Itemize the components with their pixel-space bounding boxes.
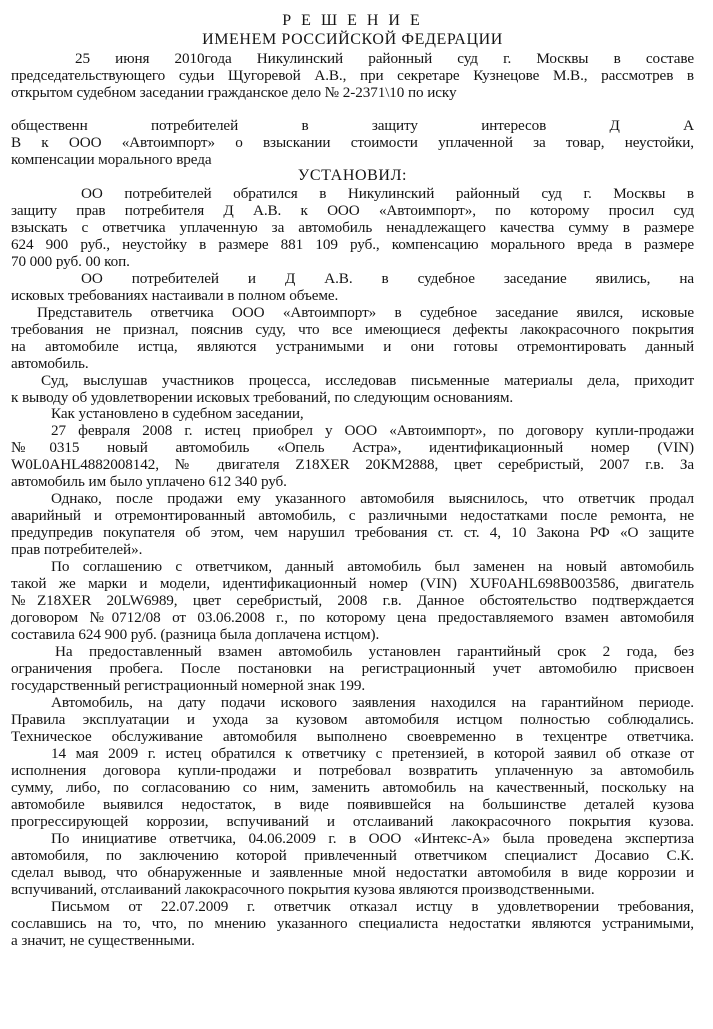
body-line: №0315 новый автомобиль «Опель Астра», идентификационный номер (VIN) — [11, 439, 694, 456]
body-line: взыскать с ответчика уплаченную за автомобиль ненадлежащего качества сумму в размере — [11, 219, 694, 236]
body-line: По соглашению с ответчиком, данный автомобиль был заменен на новый автомобиль — [51, 558, 694, 575]
intro-line: компенсации морального вреда — [11, 151, 212, 168]
section-heading: УСТАНОВИЛ: — [297, 167, 408, 184]
body-line: требования не признал, пояснив суду, что все имеющиеся дефекты лакокрасочного покрытия — [11, 321, 694, 338]
body-line: такой же марки и модели, идентификационный номер (VIN) XUF0AHL698B003586, двигатель — [11, 575, 694, 592]
body-line: государственный регистрационный номерной знак 199. — [11, 677, 366, 694]
body-line: 624 900 руб., неустойку в размере 881 109 руб., компенсацию морального вреда в размере — [11, 236, 694, 253]
body-line: ограничения пробега. После постановки на регистрационный учет автомобилю присвоен — [11, 660, 694, 677]
body-line: исковых требованиях настаивали в полном объеме. — [11, 287, 339, 304]
body-line: автомобиль им было уплачено 612 340 руб. — [11, 473, 287, 490]
body-line: сделал вывод, что обнаруженные и заявленные мной недостатки автомобиля в виде коррозии и — [11, 864, 694, 881]
body-line: защиту прав потребителя Д А.В. к ООО «Автоимпорт», по которому просил суд — [11, 202, 694, 219]
body-line: 14 мая 2009 г. истец обратился к ответчику с претензией, в которой заявил об отказе от — [51, 745, 694, 762]
body-line: на автомобиле истца, являются устранимыми и они готовы отремонтировать данный — [11, 338, 694, 355]
body-line: сославшись на то, что, по мнению указанного специалиста недостатки являются устранимыми, — [11, 915, 694, 932]
body-line: договором №0712/08 от 03.06.2008 г., по которому цена предоставляемого взамен автомобиля — [11, 609, 694, 626]
body-line: Автомобиль, на дату подачи искового заявления находился на гарантийном периоде. — [51, 694, 694, 711]
body-line: составила 624 900 руб. (разница была доплачена истцом). — [11, 626, 380, 643]
intro-line: открытом судебном заседании гражданское дело № 2-2371\10 по иску — [11, 84, 457, 101]
body-line: №Z18XER 20LW6989, цвет серебристый, 2008 г.в. Данное обстоятельство подтверждается — [11, 592, 694, 609]
body-line: Однако, после продажи ему указанного автомобиля выяснилось, что ответчик продал — [51, 490, 694, 507]
body-line: автомобиле выявился недостаток, в виде появившейся на большинстве деталей кузова — [11, 796, 694, 813]
body-line: Представитель ответчика ООО «Автоимпорт» в судебное заседание явился, исковые — [37, 304, 694, 321]
body-line: аварийный и отремонтированный автомобиль, с различными недостатками после ремонта, не — [11, 507, 694, 524]
body-line: На предоставленный взамен автомобиль установлен гарантийный срок 2 года, без — [55, 643, 694, 660]
body-line: к выводу об удовлетворении исковых требований, по следующим основаниям. — [11, 389, 514, 406]
body-line: По инициативе ответчика, 04.06.2009 г. в ООО «Интекс-А» была проведена экспертиза — [51, 830, 694, 847]
body-line: автомобиля, по заключению которой привлеченный ответчиком специалист Досавио С.К. — [11, 847, 694, 864]
body-line: W0L0AHL4882008142, № двигателя Z18XER 20KM2888, цвет серебристый, 2007 г.в. За — [11, 456, 694, 473]
document-title: Р Е Ш Е Н И Е — [282, 12, 423, 29]
body-line: Правила эксплуатации и ухода за кузовом автомобиля истцом полностью соблюдались. — [11, 711, 694, 728]
body-line: ОО потребителей обратился в Никулинский районный суд г. Москвы в — [81, 185, 694, 202]
body-line: 70 000 руб. 00 коп. — [11, 253, 130, 270]
body-line: сумму, либо, по согласованию со ним, заменить автомобиль на качественный, поскольку на — [11, 779, 694, 796]
body-line: Техническое обслуживание автомобиля выполнено своевременно в техцентре ответчика. — [11, 728, 694, 745]
body-line: 27 февраля 2008 г. истец приобрел у ООО «Автоимпорт», по договору купли-продажи — [51, 422, 694, 439]
body-line: а значит, не существенными. — [11, 932, 195, 949]
body-line: прав потребителей». — [11, 541, 143, 558]
body-line: предупредив покупателя об этом, чем нарушил требования ст. ст. 4, 10 Закона РФ «О защите — [11, 524, 694, 541]
intro-line: общественн потребителей в защиту интересов Д А — [11, 117, 694, 134]
body-line: исполнения договора купли-продажи и потребовал возвратить уплаченную за автомобиль — [11, 762, 694, 779]
body-line: автомобиль. — [11, 355, 89, 372]
body-line: Суд, выслушав участников процесса, исследовав письменные материалы дела, приходит — [41, 372, 694, 389]
document-subtitle: ИМЕНЕМ РОССИЙСКОЙ ФЕДЕРАЦИИ — [202, 31, 503, 48]
body-line: ОО потребителей и Д А.В. в судебное заседание явились, на — [81, 270, 694, 287]
intro-line: В к ООО «Автоимпорт» о взыскании стоимости уплаченной за товар, неустойки, — [11, 134, 694, 151]
intro-line: 25 июня 2010года Никулинский районный суд г. Москвы в составе — [75, 50, 694, 67]
body-line: вспучиваний, отслаиваний лакокрасочного покрытия кузова являются производственными. — [11, 881, 595, 898]
body-line: прогрессирующей коррозии, вспучиваний и отслаиваний лакокрасочного покрытия кузова. — [11, 813, 694, 830]
intro-line: председательствующего судьи Щугоревой А.В., при секретаре Кузнецове М.В., рассмотрев в — [11, 67, 694, 84]
body-line: Как установлено в судебном заседании, — [51, 405, 304, 422]
body-line: Письмом от 22.07.2009 г. ответчик отказал истцу в удовлетворении требования, — [51, 898, 694, 915]
